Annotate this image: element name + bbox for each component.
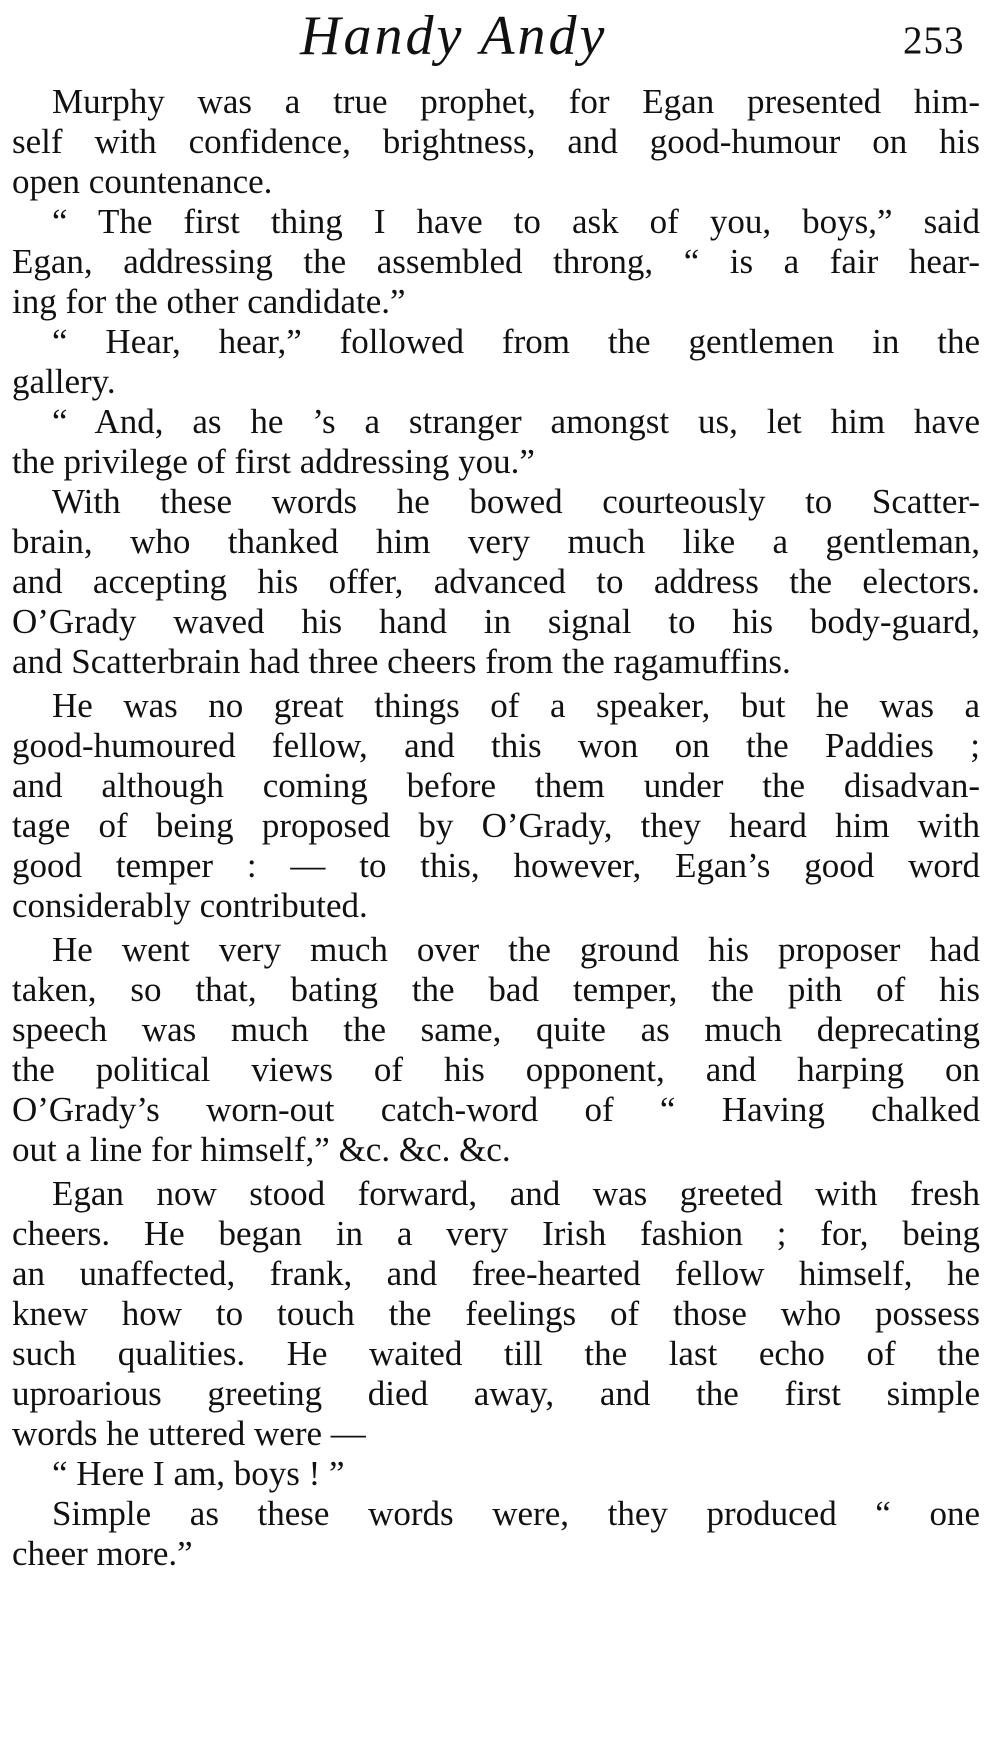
- text-line: cheers. He began in a very Irish fashion ; for, being: [12, 1214, 980, 1253]
- text-line: out a line for himself,” &c. &c. &c.: [12, 1130, 511, 1169]
- text-line: and Scatterbrain had three cheers from the ragamuffins.: [12, 642, 791, 681]
- text-line: gallery.: [12, 362, 116, 401]
- text-line: the political views of his opponent, and harping on: [12, 1050, 980, 1089]
- text-line: open countenance.: [12, 162, 273, 201]
- text-line: good temper : — to this, however, Egan’s good word: [12, 846, 980, 885]
- body-text: [12, 82, 980, 1574]
- text-line: the privilege of first addressing you.”: [12, 442, 535, 481]
- text-line: words he uttered were —: [12, 1414, 366, 1453]
- page-number: 253: [903, 19, 965, 62]
- text-line: O’Grady’s worn-out catch-word of “ Having chalked: [12, 1090, 980, 1129]
- text-line: and although coming before them under the disadvan-: [12, 766, 980, 805]
- text-line: Egan now stood forward, and was greeted with fresh: [52, 1174, 980, 1213]
- text-line: Simple as these words were, they produced “ one: [52, 1494, 980, 1533]
- text-line: taken, so that, bating the bad temper, the pith of his: [12, 970, 980, 1009]
- text-line: and accepting his offer, advanced to address the electors.: [12, 562, 980, 601]
- text-line: tage of being proposed by O’Grady, they heard him with: [12, 806, 980, 845]
- text-line: good-humoured fellow, and this won on the Paddies ;: [12, 726, 980, 765]
- text-line: He was no great things of a speaker, but he was a: [52, 686, 980, 725]
- text-line: “ Hear, hear,” followed from the gentlemen in the: [52, 322, 980, 361]
- text-line: knew how to touch the feelings of those who possess: [12, 1294, 980, 1333]
- text-line: Murphy was a true prophet, for Egan presented him-: [52, 82, 980, 121]
- text-line: cheer more.”: [12, 1534, 193, 1573]
- text-line: brain, who thanked him very much like a gentleman,: [12, 522, 980, 561]
- text-line: “ And, as he ’s a stranger amongst us, let him have: [52, 402, 980, 441]
- text-line: considerably contributed.: [12, 886, 368, 925]
- running-title: Handy Andy: [300, 5, 608, 67]
- text-line: “ Here I am, boys ! ”: [52, 1454, 345, 1493]
- text-line: uproarious greeting died away, and the first simple: [12, 1374, 980, 1413]
- text-line: Egan, addressing the assembled throng, “ is a fair hear-: [12, 242, 980, 281]
- text-line: ing for the other candidate.”: [12, 282, 406, 321]
- text-line: He went very much over the ground his proposer had: [52, 930, 980, 969]
- text-line: an unaffected, frank, and free-hearted fellow himself, he: [12, 1254, 980, 1293]
- text-line: self with confidence, brightness, and good-humour on his: [12, 122, 980, 161]
- text-line: “ The first thing I have to ask of you, boys,” said: [52, 202, 980, 241]
- text-line: such qualities. He waited till the last echo of the: [12, 1334, 980, 1373]
- running-head: [0, 4, 1000, 68]
- text-line: speech was much the same, quite as much deprecating: [12, 1010, 980, 1049]
- text-line: O’Grady waved his hand in signal to his body-guard,: [12, 602, 980, 641]
- text-line: With these words he bowed courteously to Scatter-: [52, 482, 980, 521]
